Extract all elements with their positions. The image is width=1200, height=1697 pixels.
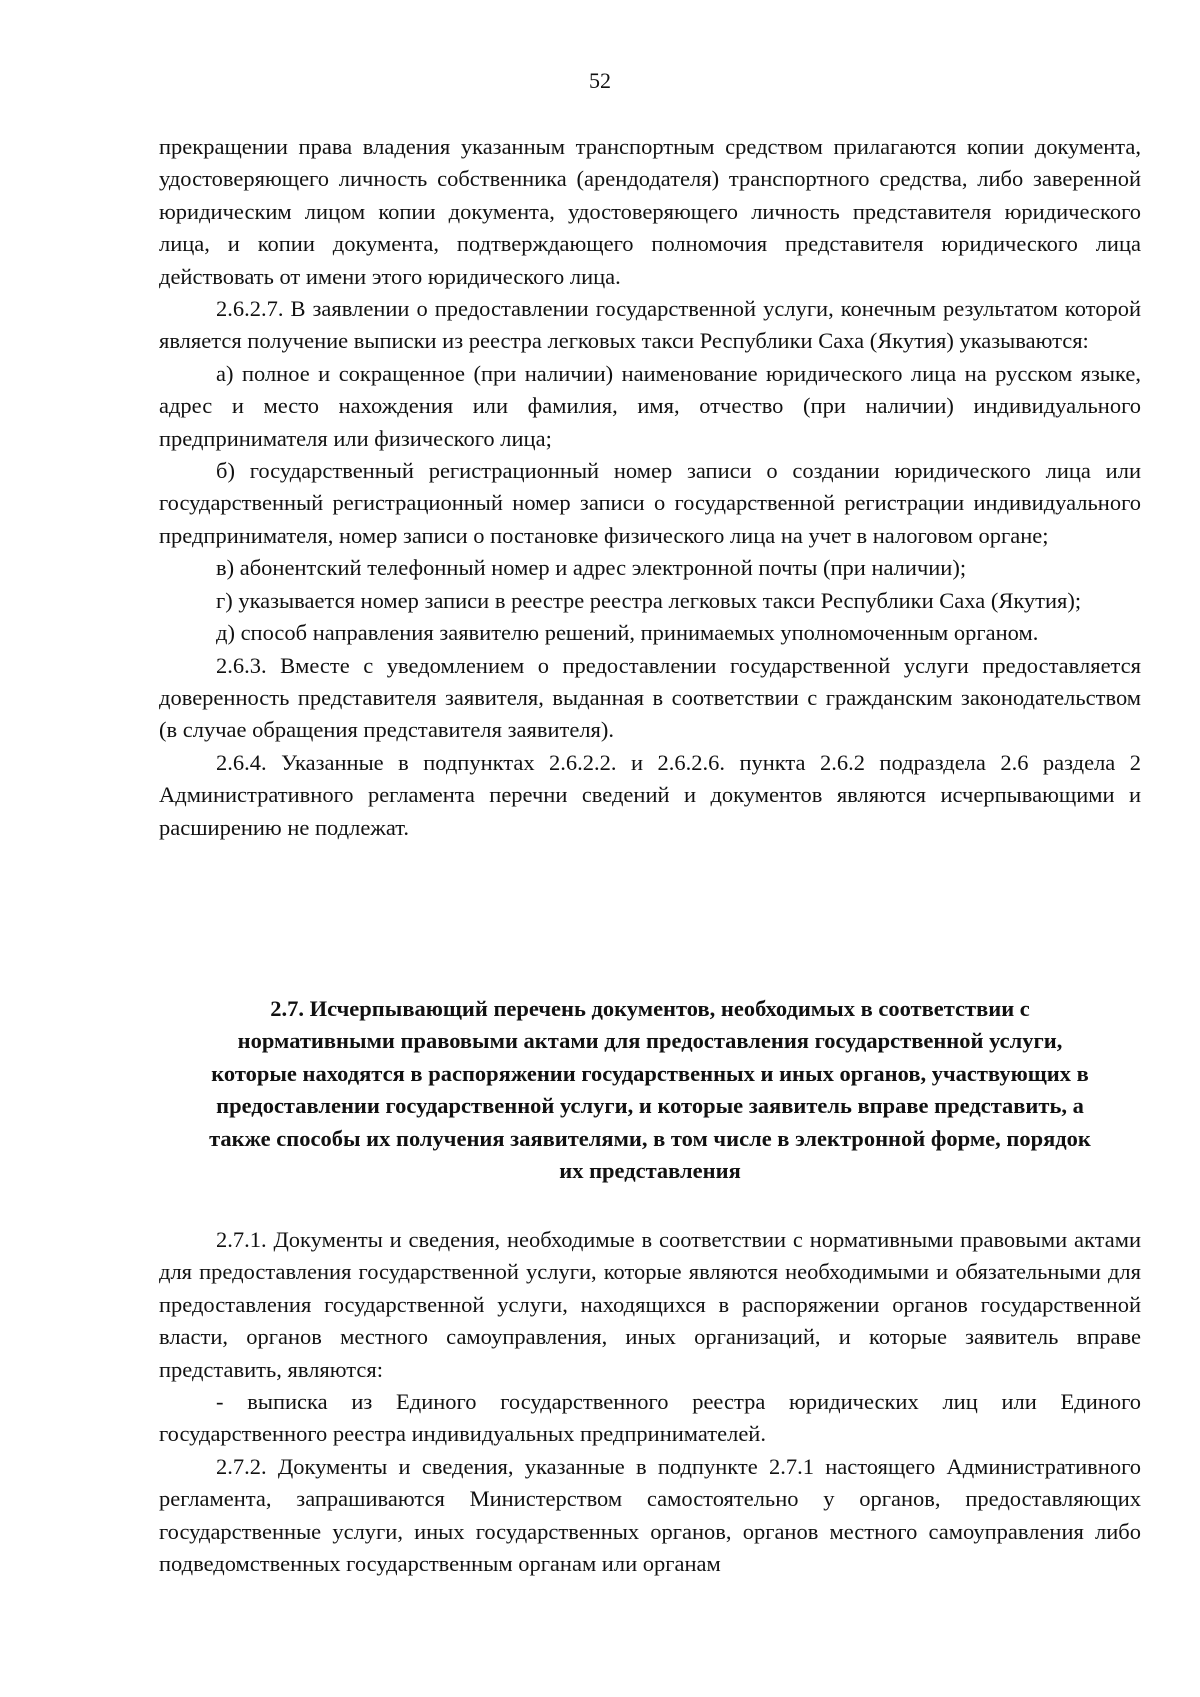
paragraph-item-v: в) абонентский телефонный номер и адрес электронной почты (при наличии); (216, 555, 967, 581)
heading-line: их представления (559, 1158, 741, 1184)
heading-line: 2.7. Исчерпывающий перечень документов, необходимых в соответствии с (270, 996, 1030, 1021)
paragraph-item-a: а) полное и сокращенное (при наличии) наименование юридического лица на русском языке, адрес и место нахождения или фамилия, имя, отчество (при наличии) индивидуального предпринимателя или физического лица; (159, 360, 1141, 451)
heading-line: также способы их получения заявителями, в том числе в электронной форме, порядок (209, 1125, 1091, 1151)
heading-line: которые находятся в распоряжении государственных и иных органов, участвующих в (211, 1060, 1089, 1086)
paragraph-item-d: д) способ направления заявителю решений, принимаемых уполномоченным органом. (216, 620, 1039, 646)
body-text-block-1 (159, 131, 1141, 844)
heading-line: предоставлении государственной услуги, и которые заявитель вправе представить, а (216, 1093, 1084, 1119)
body-text-block-2 (159, 1224, 1141, 1580)
paragraph-2-6-4: 2.6.4. Указанные в подпунктах 2.6.2.2. и 2.6.2.6. пункта 2.6.2 подраздела 2.6 раздела 2 Административного регламента перечни сведений и документов являются исчерпывающими и расширению не подлежат. (159, 749, 1141, 840)
paragraph-continuation: прекращении права владения указанным транспортным средством прилагаются копии документа, удостоверяющего личность собственника (арендодателя) транспортного средства, либо заверенной юридическим лицом копии документа, удостоверяющего личность представителя юридического лица, и копии документа, подтверждающего полномочия представителя юридического лица действовать от имени этого юридического лица. (159, 134, 1141, 289)
heading-line: нормативными правовыми актами для предоставления государственной услуги, (237, 1028, 1063, 1054)
paragraph-2-7-1: 2.7.1. Документы и сведения, необходимые в соответствии с нормативными правовыми актами для предоставления государственной услуги, которые являются необходимыми и обязательными для предоставления государственной услуги, находящихся в распоряжении органов государственной власти, органов местного самоуправления, иных организаций, и которые заявитель вправе представить, являются: (159, 1227, 1141, 1382)
section-heading-2-7 (159, 993, 1141, 1187)
paragraph-2-6-2-7: 2.6.2.7. В заявлении о предоставлении государственной услуги, конечным результатом которой является получение выписки из реестра легковых такси Республики Саха (Якутия) указываются: (159, 296, 1141, 354)
paragraph-2-6-3: 2.6.3. Вместе с уведомлением о предоставлении государственной услуги предоставляется доверенность представителя заявителя, выданная в соответствии с гражданским законодательством (в случае обращения представителя заявителя). (159, 652, 1141, 743)
paragraph-item-g: г) указывается номер записи в реестре реестра легковых такси Республики Саха (Якутия); (216, 587, 1082, 613)
paragraph-item-b: б) государственный регистрационный номер записи о создании юридического лица или государственный регистрационный номер записи о государственной регистрации индивидуального предпринимателя, номер записи о постановке физического лица на учет в налоговом органе; (159, 458, 1141, 548)
paragraph-2-7-2: 2.7.2. Документы и сведения, указанные в подпункте 2.7.1 настоящего Административного регламента, запрашиваются Министерством самостоятельно у органов, предоставляющих государственные услуги, иных государственных органов, органов местного самоуправления либо подведомственных государственным органам или органам (159, 1453, 1141, 1577)
paragraph-extract-item: - выписка из Единого государственного реестра юридических лиц или Единого государственного реестра индивидуальных предпринимателей. (159, 1389, 1141, 1447)
page-number: 52 (589, 68, 611, 93)
